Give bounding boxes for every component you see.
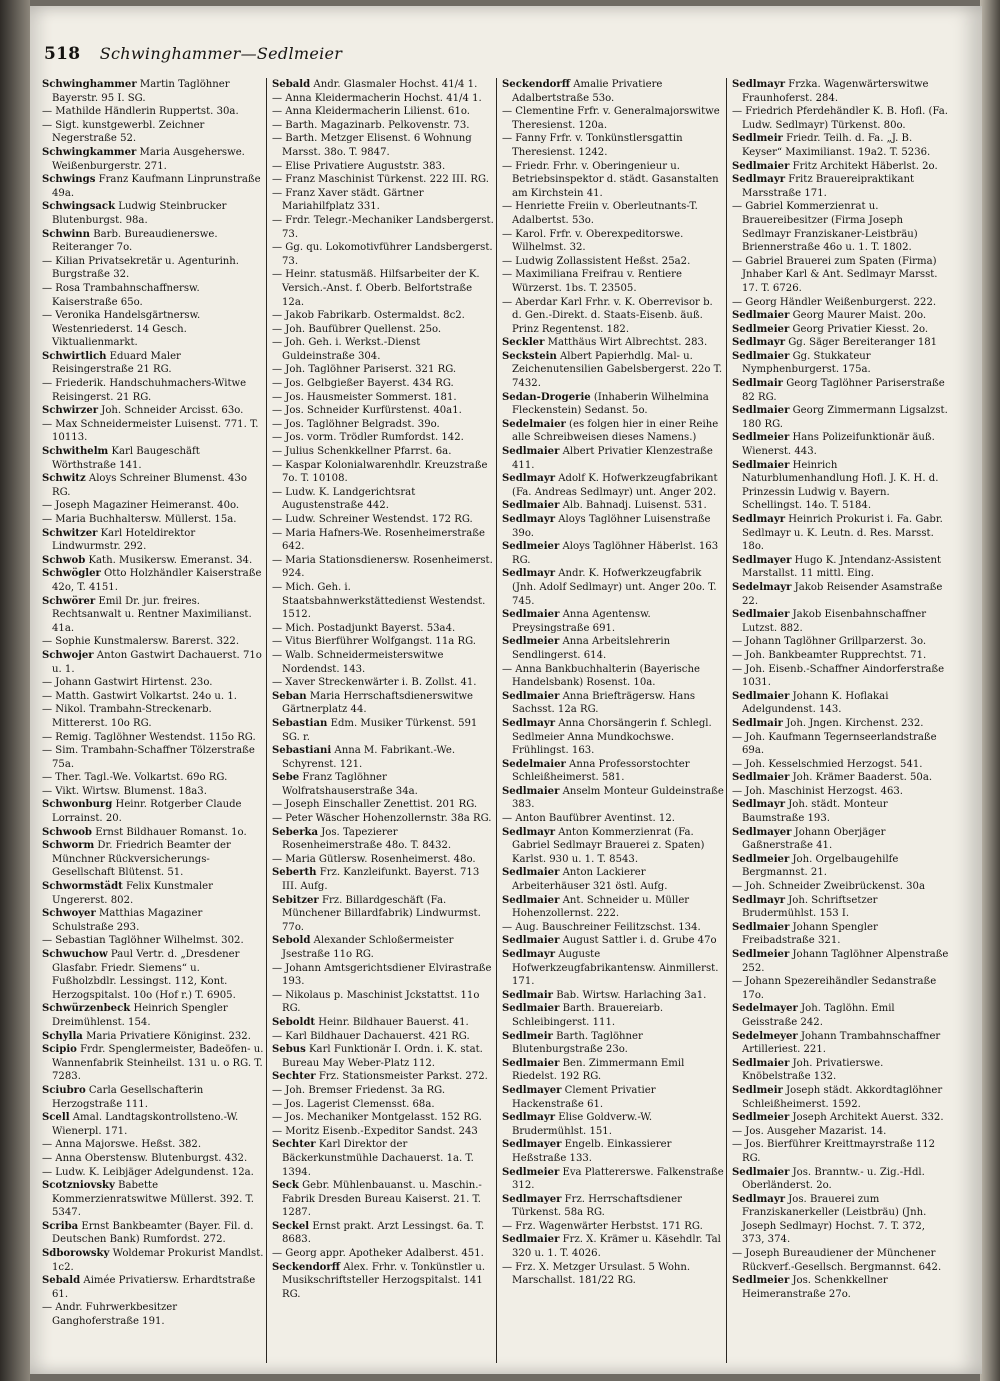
directory-entry: Sedlmaier Anton Lackierer Arbeiterhäuser 321 östl. Aufg.: [502, 867, 668, 893]
directory-entry: Sedlmeir Barth. Taglöhner Blutenburgstraße 23o.: [502, 1030, 643, 1056]
directory-entry: — Mich. Postadjunkt Bayerst. 53a4.: [272, 622, 456, 634]
directory-entry: — Maximiliana Freifrau v. Rentiere Würzerst. 1bs. T. 23505.: [502, 269, 682, 294]
directory-entry: — Joh. Eisenb.-Schaffner Aindorferstraße 1031.: [732, 663, 945, 689]
directory-entry: Schwonburg Heinr. Rotgerber Claude Lorrainst. 20.: [42, 799, 242, 825]
directory-column-4: [732, 78, 950, 1368]
directory-entry: Sedlmayer Clement Privatier Hackenstraße 61.: [502, 1084, 656, 1110]
directory-entry: Seberth Frz. Kanzleifunkt. Bayerst. 713 III. Aufg.: [272, 867, 480, 893]
directory-entry: — Jos. Ausgeher Mazarist. 14.: [732, 1125, 887, 1137]
directory-entry: Sedlmayr Elise Goldverw.-W. Brudermühlst. 151.: [502, 1112, 653, 1137]
directory-entry: — Jos. vorm. Trödler Rumfordst. 142.: [272, 432, 464, 444]
directory-entry: Seban Maria Herrschaftsdienerswitwe Gärtnerplatz 44.: [272, 690, 473, 716]
directory-entry: — Kaspar Kolonialwarenhdlr. Kreuzstraße 7o. T. 10108.: [272, 459, 488, 485]
directory-entry: — Ther. Tagl.-We. Volkartst. 69o RG.: [42, 772, 228, 784]
directory-entry: — Gg. qu. Lokomotivführer Landsbergerst. 73.: [272, 242, 493, 267]
directory-entry: Sedlmeier Johann Taglöhner Alpenstraße 252.: [732, 949, 949, 974]
directory-entry: Sedlmaier Anna Briefträgersw. Hans Sachsst. 12a RG.: [502, 690, 696, 716]
directory-entry: Schwoob Ernst Bildhauer Romanst. 1o.: [42, 826, 247, 838]
directory-entry: — Anna Kleidermacherin Lilienst. 61o.: [272, 106, 470, 118]
directory-entry: — Julius Schenkkellner Pfarrst. 6a.: [272, 446, 452, 458]
directory-entry: — Veronika Handelsgärtnersw. Westenriederst. 14 Gesch. Viktualienmarkt.: [42, 310, 201, 349]
directory-entry: — Sophie Kunstmalersw. Barerst. 322.: [42, 636, 240, 648]
directory-entry: Sebastiani Anna M. Fabrikant.-We. Schyrenst. 121.: [272, 745, 456, 770]
directory-entry: — Joh. Kesselschmied Herzogst. 541.: [732, 758, 923, 770]
directory-entry: — Sebastian Taglöhner Wilhelmst. 302.: [42, 935, 244, 947]
column-divider: [266, 78, 267, 1363]
directory-entry: — Barth. Magazinarb. Pelkovenstr. 73.: [272, 119, 470, 131]
directory-entry: Sedlmeier Joh. Orgelbaugehilfe Bergmannst. 21.: [732, 853, 899, 879]
directory-entry: Sebe Franz Taglöhner Wolfratshauserstraße 34a.: [272, 772, 418, 797]
directory-entry: Sedlmayr Joh. Schriftsetzer Brudermühlst. 153 I.: [732, 894, 878, 920]
directory-entry: — Franz Xaver städt. Gärtner Mariahilfplatz 331.: [272, 187, 424, 213]
directory-entry: — Anna Kleidermacherin Hochst. 41/4 1.: [272, 92, 482, 104]
directory-entry: Sedelmayr Jakob Reisender Asamstraße 22.: [732, 581, 943, 607]
directory-entry: Sechter Frz. Stationsmeister Parkst. 272.: [272, 1071, 488, 1083]
directory-entry: — Anna Bankbuchhalterin (Bayerische Handelsbank) Rosenst. 10a.: [502, 663, 700, 689]
directory-entry: — Jos. Bierführer Kreittmayrstraße 112 RG.: [732, 1139, 936, 1164]
directory-entry: — Jos. Lagerist Clemensst. 68a.: [272, 1098, 435, 1110]
directory-entry: Seberka Jos. Tapezierer Rosenheimerstraße 48o. T. 8432.: [272, 826, 452, 852]
directory-entry: Sedlmeier Anna Arbeitslehrerin Sendlingerst. 614.: [502, 636, 671, 661]
directory-entry: Schwirzer Joh. Schneider Arcisst. 63o.: [42, 405, 244, 417]
directory-entry: Sedlmaier Joh. Privatierswe. Knöbelstraße 132.: [732, 1057, 884, 1083]
directory-entry: — Friedr. Frhr. v. Oberingenieur u. Betriebsinspektor d. städt. Gasanstalten am Kirchstein 41.: [502, 160, 719, 199]
directory-entry: Sebitzer Frz. Billardgeschäft (Fa. Münchener Billardfabrik) Lindwurmst. 77o.: [272, 894, 481, 933]
directory-entry: Seboldt Heinr. Bildhauer Bauerst. 41.: [272, 1016, 469, 1028]
directory-entry: — Moritz Eisenb.-Expeditor Sandst. 243: [272, 1125, 478, 1137]
directory-entry: Sedlmaier Albert Privatier Klenzestraße 411.: [502, 446, 713, 471]
directory-column-1: [42, 78, 265, 1368]
directory-entry: Schwojer Anton Gastwirt Dachauerst. 71o u. 1.: [42, 649, 262, 675]
directory-entry: Sedlmayr Andr. K. Hofwerkzeugfabrik (Jnh. Adolf Sedlmayr) unt. Anger 20o. T. 745.: [502, 568, 717, 607]
directory-column-2: [272, 78, 495, 1368]
directory-entry: — Joh. Baufübrer Quellenst. 25o.: [272, 323, 442, 335]
directory-entry: Sedlmayr Joh. städt. Monteur Baumstraße 193.: [732, 799, 888, 825]
directory-entry: — Xaver Streckenwärter i. B. Zollst. 41.: [272, 677, 477, 689]
directory-entry: Sedelmaier (es folgen hier in einer Reihe alle Schreibweisen dieses Namens.): [502, 418, 719, 444]
directory-entry: — Joh. Geh. i. Werkst.-Dienst Guldeinstraße 304.: [272, 337, 421, 362]
directory-entry: Sedlmeier Jos. Schenkkellner Heimeranstraße 27o.: [732, 1275, 888, 1300]
directory-entry: Sedlmayer Engelb. Einkassierer Heßstraße 133.: [502, 1139, 672, 1164]
directory-entry: Schwings Franz Kaufmann Linprunstraße 49a.: [42, 174, 261, 199]
book-gutter-shadow: [0, 0, 30, 1381]
directory-entry: — Nikol. Trambahn-Streckenarb. Mittererst. 10o RG.: [42, 704, 212, 729]
directory-entry: Sedlmaier Fritz Architekt Häberlst. 2o.: [732, 160, 938, 172]
directory-entry: — Johann Taglöhner Grillparzerst. 3o.: [732, 636, 927, 648]
directory-entry: — Rosa Trambahnschaffnersw. Kaiserstraße 65o.: [42, 282, 200, 308]
directory-entry: Schwürzenbeck Heinrich Spengler Dreimühlenst. 154.: [42, 1003, 228, 1028]
directory-entry: Sciubro Carla Gesellschafterin Herzogstraße 111.: [42, 1084, 204, 1110]
directory-entry: Sedlmaier Ben. Zimmermann Emil Riedelst. 192 RG.: [502, 1057, 685, 1083]
directory-entry: — Jos. Gelbgießer Bayerst. 434 RG.: [272, 378, 454, 390]
directory-entry: Seckendorff Amalie Privatiere Adalbertstraße 53o.: [502, 79, 663, 104]
directory-entry: Schylla Maria Privatiere Königinst. 232.: [42, 1030, 251, 1042]
directory-entry: Schwingsack Ludwig Steinbrucker Blutenburgst. 98a.: [42, 201, 227, 226]
directory-entry: Sedlmaier Jos. Branntw.- u. Zig.-Hdl. Oberländerst. 2o.: [732, 1166, 925, 1192]
directory-entry: — Karol. Frfr. v. Oberexpeditorswe. Wilhelmst. 32.: [502, 228, 684, 254]
directory-entry: Sedlmayer Johann Oberjäger Gaßnerstraße 41.: [732, 826, 886, 852]
directory-entry: — Joseph Magaziner Heimeranst. 40o.: [42, 500, 240, 512]
directory-entry: Sedlmeier Georg Privatier Kiesst. 2o.: [732, 323, 929, 335]
directory-entry: Sedlmaier Ant. Schneider u. Müller Hohenzollernst. 222.: [502, 894, 690, 920]
directory-entry: Sedlmaier Georg Zimmermann Ligsalzst. 180 RG.: [732, 405, 948, 430]
directory-entry: Sedlmaier Jakob Eisenbahnschaffner Lutzst. 882.: [732, 609, 927, 634]
directory-entry: Sedlmaier Johann K. Hoflakai Adelgundenst. 143.: [732, 690, 889, 716]
running-title: Schwinghammer—Sedlmeier: [99, 44, 343, 63]
directory-entry: Seck Gebr. Mühlenbauanst. u. Maschin.-Fabrik Dresden Bureau Kaiserst. 21. T. 1287.: [272, 1180, 482, 1219]
directory-entry: Sdborowsky Woldemar Prokurist Mandlst. 1c2.: [42, 1248, 264, 1273]
directory-entry: Schwirtlich Eduard Maler Reisingerstraße 21 RG.: [42, 350, 181, 376]
directory-entry: Scell Amal. Landtagskontrollsteno.-W. Wienerpl. 171.: [42, 1112, 239, 1137]
directory-entry: Seckler Matthäus Wirt Albrechtst. 283.: [502, 337, 708, 349]
page-number: 518: [44, 44, 81, 64]
directory-entry: — Remig. Taglöhner Westendst. 115o RG.: [42, 731, 256, 743]
directory-entry: Schwithelm Karl Baugeschäft Wörthstraße 141.: [42, 446, 200, 471]
directory-entry: Sedlmair Joh. Jngen. Kirchenst. 232.: [732, 717, 924, 729]
directory-entry: — Franz Maschinist Türkenst. 222 III. RG.: [272, 174, 489, 186]
directory-entry: — Georg Händler Weißenburgerst. 222.: [732, 296, 937, 308]
book-page-edge: [980, 0, 1000, 1381]
directory-entry: — Frz. X. Metzger Ursulast. 5 Wohn. Marschallst. 181/22 RG.: [502, 1261, 691, 1287]
directory-entry: Schwoyer Matthias Magaziner Schulstraße 293.: [42, 908, 203, 933]
directory-entry: Sedlmaier August Sattler i. d. Grube 47o: [502, 935, 717, 947]
directory-entry: — Anna Majorswe. Heßst. 382.: [42, 1139, 202, 1151]
directory-entry: — Andr. Fuhrwerkbesitzer Ganghoferstraße 191.: [42, 1302, 178, 1328]
directory-entry: Sedlmayr Auguste Hofwerkzeugfabrikantensw. Ainmillerst. 171.: [502, 949, 719, 988]
directory-entry: Sebastian Edm. Musiker Türkenst. 591 SG. r.: [272, 717, 478, 743]
directory-entry: — Frz. Wagenwärter Herbstst. 171 RG.: [502, 1220, 703, 1232]
directory-entry: — Joh. Bremser Friedenst. 3a RG.: [272, 1084, 446, 1096]
directory-entry: — Ludw. K. Leibjäger Adelgundenst. 12a.: [42, 1166, 254, 1178]
directory-entry: — Georg appr. Apotheker Adalberst. 451.: [272, 1248, 484, 1260]
directory-entry: — Ludw. Schreiner Westendst. 172 RG.: [272, 514, 473, 525]
directory-entry: — Max Schneidermeister Luisenst. 771. T. 10113.: [42, 418, 259, 444]
directory-entry: Sedlmayr Frzka. Wagenwärterswitwe Fraunhoferst. 284.: [732, 79, 929, 104]
directory-entry: Schwinn Barb. Bureaudienerswe. Reiteranger 7o.: [42, 228, 218, 254]
page-header: [44, 44, 944, 70]
directory-entry: — Jos. Taglöhner Belgradst. 39o.: [272, 418, 440, 430]
directory-entry: — Ludwig Zollassistent Heßst. 25a2.: [502, 255, 691, 267]
directory-entry: — Vitus Bierführer Wolfgangst. 11a RG.: [272, 636, 477, 648]
directory-entry: Sedlmayer Frz. Herrschaftsdiener Türkenst. 58a RG.: [502, 1193, 682, 1219]
directory-entry: Schworm Dr. Friedrich Beamter der Münchner Rückversicherungs-Gesellschaft Blütenst. 51.: [42, 840, 231, 879]
directory-entry: Sedlmayr Adolf K. Hofwerkzeugfabrikant (Fa. Andreas Sedlmayr) unt. Anger 202.: [502, 473, 718, 498]
directory-entry: Sedlmayer Hugo K. Jntendanz-Assistent Marstallst. 11 mittl. Eing.: [732, 554, 942, 580]
directory-entry: — Johann Spezereihändler Sedanstraße 17o.: [732, 976, 937, 1001]
directory-entry: — Aberdar Karl Frhr. v. K. Oberrevisor b. d. Gen.-Direkt. d. Staats-Eisenb. äuß. Prinz Regentenst. 182.: [502, 296, 713, 335]
directory-entry: — Joh. Taglöhner Pariserst. 321 RG.: [272, 364, 457, 376]
directory-entry: Schwinghammer Martin Taglöhner Bayerstr. 95 I. SG.: [42, 79, 230, 104]
directory-entry: Sebald Aimée Privatiersw. Erhardtstraße 61.: [42, 1275, 256, 1300]
directory-entry: Sebald Andr. Glasmaler Hochst. 41/4 1.: [272, 79, 478, 90]
directory-entry: Sedelmaier Anna Professorstochter Schleißheimerst. 581.: [502, 758, 690, 784]
directory-entry: — Jos. Mechaniker Montgelasst. 152 RG.: [272, 1112, 482, 1124]
directory-entry: Sedlmaier Anna Agentensw. Preysingstraße 691.: [502, 609, 651, 634]
directory-entry: Schwitzer Karl Hoteldirektor Lindwurmstr. 292.: [42, 527, 196, 553]
directory-entry: Sedlmeier Hans Polizeifunktionär äuß. Wienerst. 443.: [732, 432, 935, 458]
directory-entry: — Clementine Frfr. v. Generalmajorswitwe Theresienst. 120a.: [502, 106, 720, 131]
directory-entry: Sedlmaier Georg Maurer Maist. 20o.: [732, 310, 927, 322]
column-divider: [726, 78, 727, 1363]
directory-entry: — Aug. Bauschreiner Feilitzschst. 134.: [502, 921, 701, 933]
directory-entry: — Joh. Schneider Zweibrückenst. 30a: [732, 881, 925, 893]
directory-entry: Seckstein Albert Papierhdlg. Mal- u. Zeichenutensilien Gabelsbergerst. 22o T. 7432.: [502, 350, 723, 390]
directory-entry: Sedlmeier Eva Plattererswe. Falkenstraße 312.: [502, 1166, 724, 1192]
directory-entry: — Peter Wäscher Hohenzollernstr. 38a RG.: [272, 813, 492, 825]
directory-entry: — Anna Oberstensw. Blutenburgst. 432.: [42, 1152, 248, 1164]
directory-entry: Sebold Alexander Schloßermeister Jsestraße 11o RG.: [272, 935, 454, 960]
directory-entry: — Joh. Bankbeamter Rupprechtst. 71.: [732, 649, 927, 661]
directory-entry: Sedlmayr Anna Chorsängerin f. Schlegl. Sedlmeier Anna Mundkochswe. Frühlingst. 163.: [502, 717, 712, 757]
directory-entry: — Maria Stationsdienersw. Rosenheimerst. 924.: [272, 554, 493, 580]
directory-entry: Scriba Ernst Bankbeamter (Bayer. Fil. d. Deutschen Bank) Rumfordst. 272.: [42, 1220, 254, 1246]
directory-entry: — Mich. Geh. i. Staatsbahnwerkstättedienst Westendst. 1512.: [272, 581, 486, 621]
directory-entry: Sedelmayer Joh. Taglöhn. Emil Geisstraße 242.: [732, 1003, 895, 1028]
directory-entry: Schwögler Otto Holzhändler Kaiserstraße 42o, T. 4151.: [42, 568, 262, 593]
directory-entry: — Matth. Gastwirt Volkartst. 24o u. 1.: [42, 690, 237, 702]
directory-entry: Sedlmayr Heinrich Prokurist i. Fa. Gabr. Sedlmayr u. K. Leutn. d. Res. Marsst. 18o.: [732, 514, 943, 553]
directory-entry: — Heinr. statusmäß. Hilfsarbeiter der K. Versich.-Anst. f. Oberb. Belfortstraße 12a.: [272, 269, 480, 308]
column-divider: [496, 78, 497, 1363]
directory-entry: — Barth. Metzger Elisenst. 6 Wohnung Marsst. 38o. T. 9847.: [272, 133, 472, 158]
directory-entry: — Joh. Kaufmann Tegernseerlandstraße 69a.: [732, 731, 937, 757]
directory-entry: — Nikolaus p. Maschinist Jckstattst. 11o RG.: [272, 989, 480, 1015]
directory-entry: — Frdr. Telegr.-Mechaniker Landsbergerst. 73.: [272, 214, 494, 240]
directory-entry: Sedan-Drogerie (Inhaberin Wilhelmina Fleckenstein) Sedanst. 5o.: [502, 391, 709, 417]
directory-entry: Sedelmeyer Johann Trambahnschaffner Artilleriest. 221.: [732, 1030, 941, 1056]
directory-entry: Sedlmaier Johann Spengler Freibadstraße 321.: [732, 921, 878, 947]
directory-entry: — Jos. Hausmeister Sommerst. 181.: [272, 391, 457, 403]
directory-entry: Sedlmayr Jos. Brauerei zum Franziskanerkeller (Leistbräu) (Jnh. Joseph Sedlmayr) Hochst. 7. T. 372, 373, 374.: [732, 1193, 927, 1246]
directory-entry: Sedlmaier Alb. Bahnadj. Luisenst. 531.: [502, 500, 707, 512]
directory-entry: Sedlmair Bab. Wirtsw. Harlaching 3a1.: [502, 989, 707, 1001]
directory-entry: — Elise Privatiere Auguststr. 383.: [272, 160, 446, 172]
directory-entry: — Jos. Schneider Kurfürstenst. 40a1.: [272, 405, 462, 417]
directory-entry: Sedlmair Georg Taglöhner Pariserstraße 82 RG.: [732, 378, 945, 403]
directory-entry: — Sigt. kunstgewerbl. Zeichner Negerstraße 52.: [42, 119, 205, 145]
directory-entry: Sedlmeir Friedr. Teilh. d. Fa. „J. B. Keyser“ Maximilianst. 19a2. T. 5236.: [732, 133, 931, 158]
directory-entry: — Maria Hafners-We. Rosenheimerstraße 642.: [272, 527, 485, 553]
directory-entry: Scipio Frdr. Spenglermeister, Badeöfen- u. Wannenfabrik Steinheilst. 131 u. o RG. T. 7283.: [42, 1044, 264, 1083]
directory-entry: Schwörer Emil Dr. jur. freires. Rechtsanwalt u. Rentner Maximilianst. 41a.: [42, 595, 252, 634]
directory-entry: — Sim. Trambahn-Schaffner Tölzerstraße 75a.: [42, 745, 255, 770]
directory-entry: — Johann Gastwirt Hirtenst. 23o.: [42, 677, 213, 689]
directory-entry: — Maria Gütlersw. Rosenheimerst. 48o.: [272, 853, 476, 865]
directory-entry: — Karl Bildhauer Dachauerst. 421 RG.: [272, 1030, 470, 1042]
directory-entry: — Maria Buchhaltersw. Müllerst. 15a.: [42, 514, 237, 525]
directory-entry: Sedlmaier Joh. Krämer Baaderst. 50a.: [732, 772, 933, 784]
directory-entry: Sedlmaier Frz. X. Krämer u. Käsehdlr. Tal 320 u. 1. T. 4026.: [502, 1234, 721, 1260]
directory-entry: — Ludw. K. Landgerichtsrat Augustenstraße 442.: [272, 486, 416, 512]
directory-entry: Schwob Kath. Musikersw. Emeranst. 34.: [42, 554, 253, 566]
directory-entry: — Joseph Bureaudiener der Münchener Rückverf.-Gesellsch. Bergmannst. 642.: [732, 1248, 942, 1273]
directory-entry: — Friederik. Handschuhmachers-Witwe Reisingerst. 21 RG.: [42, 378, 247, 403]
directory-entry: Schwuchow Paul Vertr. d. „Dresdener Glasfabr. Friedr. Siemens“ u. Fußholzbdlr. Lessingst. 112, Kont. Herzogspitalst. 10o (Hof r.) T. 6905.: [42, 949, 240, 1001]
directory-entry: Sedlmaier Barth. Brauereiarb. Schleibingerst. 111.: [502, 1003, 664, 1028]
directory-entry: Sedlmayr Fritz Brauereipraktikant Marsstraße 171.: [732, 174, 915, 199]
directory-entry: — Mathilde Händlerin Ruppertst. 30a.: [42, 106, 239, 118]
directory-entry: — Henriette Freiin v. Oberleutnants-T. Adalbertst. 53o.: [502, 201, 698, 226]
directory-entry: Scotzniovsky Babette Kommerzienratswitwe Müllerst. 392. T. 5347.: [42, 1180, 255, 1219]
directory-entry: — Joh. Maschinist Herzogst. 463.: [732, 785, 904, 797]
directory-entry: Sedlmeir Joseph städt. Akkordtaglöhner Schleißheimerst. 1592.: [732, 1084, 943, 1110]
directory-entry: — Gabriel Kommerzienrat u. Brauereibesitzer (Firma Joseph Sedlmayr Franziskaner-Leistbräu) Briennerstraße 46o u. 1. T. 1802.: [732, 201, 918, 254]
directory-entry: — Joseph Einschaller Zenettist. 201 RG.: [272, 799, 478, 811]
directory-entry: Seckendorff Alex. Frhr. v. Tonkünstler u. Musikschriftsteller Herzogspitalst. 141 RG.: [272, 1261, 486, 1300]
directory-entry: Sedlmeier Aloys Taglöhner Häberlst. 163 RG.: [502, 541, 719, 566]
directory-entry: Seckel Ernst prakt. Arzt Lessingst. 6a. T. 8683.: [272, 1220, 485, 1246]
directory-column-3: [502, 78, 725, 1368]
directory-entry: Schwingkammer Maria Ausgeherswe. Weißenburgerstr. 271.: [42, 146, 245, 172]
directory-entry: — Johann Amtsgerichtsdiener Elvirastraße 193.: [272, 962, 492, 988]
directory-entry: Sechter Karl Direktor der Bäckerkunstmühle Dachauerst. 1a. T. 1394.: [272, 1139, 474, 1178]
directory-entry: Schwormstädt Felix Kunstmaler Ungererst. 802.: [42, 881, 213, 906]
directory-entry: Sedlmayr Gg. Säger Bereiteranger 181: [732, 337, 938, 349]
directory-entry: Sedlmayr Anton Kommerzienrat (Fa. Gabriel Sedlmayr Brauerei z. Spaten) Karlst. 930 u. 1. T. 8543.: [502, 826, 705, 865]
directory-entry: — Gabriel Brauerei zum Spaten (Firma) Jnhaber Karl & Ant. Sedlmayr Marsst. 17. T. 6726.: [732, 255, 938, 294]
directory-entry: — Kilian Privatsekretär u. Agenturinh. Burgstraße 32.: [42, 255, 240, 281]
directory-entry: — Anton Baufübrer Aventinst. 12.: [502, 813, 675, 825]
directory-entry: Schwitz Aloys Schreiner Blumenst. 43o RG.: [42, 473, 247, 498]
directory-entry: Sedlmaier Gg. Stukkateur Nymphenburgerst. 175a.: [732, 350, 871, 376]
directory-entry: Sedlmaier Heinrich Naturblumenhandlung Hofl. J. K. H. d. Prinzessin Ludwig v. Bayern. Schellingst. 14o. T. 5184.: [732, 459, 939, 512]
directory-entry: Sedlmeier Joseph Architekt Auerst. 332.: [732, 1112, 944, 1124]
directory-entry: — Jakob Fabrikarb. Ostermaldst. 8c2.: [272, 310, 465, 322]
directory-entry: — Fanny Frfr. v. Tonkünstlersgattin Theresienst. 1242.: [502, 133, 683, 158]
directory-entry: — Friedrich Pferdehändler K. B. Hofl. (Fa. Ludw. Sedlmayr) Türkenst. 80o.: [732, 106, 948, 131]
directory-entry: — Vikt. Wirtsw. Blumenst. 18a3.: [42, 785, 207, 797]
directory-entry: Sebus Karl Funktionär I. Ordn. i. K. stat. Bureau May Weber-Platz 112.: [272, 1044, 483, 1069]
directory-entry: Sedlmayr Aloys Taglöhner Luisenstraße 39o.: [502, 514, 711, 539]
directory-entry: Sedlmaier Anselm Monteur Guldeinstraße 383.: [502, 785, 724, 811]
directory-entry: — Walb. Schneidermeisterswitwe Nordendst. 143.: [272, 649, 444, 675]
